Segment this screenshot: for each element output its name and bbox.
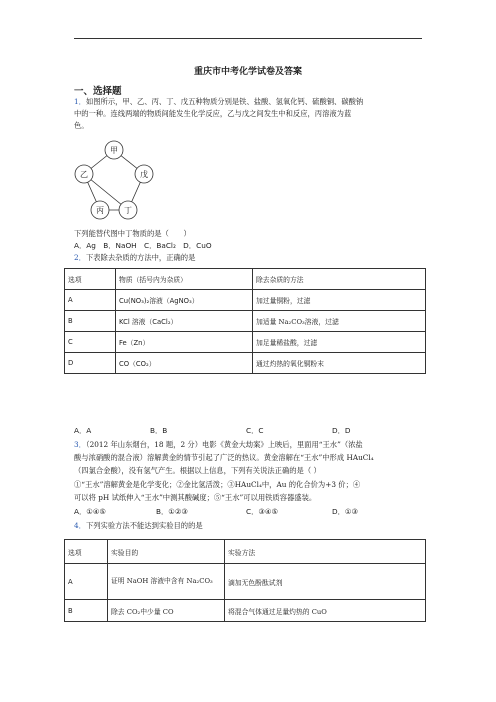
table-cell: A	[65, 564, 108, 600]
table-cell: D	[65, 353, 116, 374]
q4-number: 4．	[74, 521, 86, 530]
q2-number: 2．	[74, 253, 86, 262]
table-cell: 通过灼热的氧化铜粉末	[253, 353, 426, 374]
q2-header-cell: 选项	[65, 269, 116, 290]
q1-reaction-diagram	[70, 138, 160, 224]
node-jia: 甲	[110, 146, 118, 155]
table-cell: A	[65, 290, 116, 311]
header-rule	[74, 38, 422, 39]
q4-table	[64, 539, 426, 622]
table-cell: CO（CO₂）	[116, 353, 253, 374]
node-ding: 丁	[124, 206, 132, 215]
q4-header-row	[65, 540, 426, 564]
table-cell: 加适量 Na₂CO₃溶液，过滤	[253, 311, 426, 332]
q2-header-cell: 除去杂质的方法	[253, 269, 426, 290]
table-cell: 将混合气体通过足量灼热的 CuO	[225, 600, 426, 622]
q3-answers	[74, 507, 414, 517]
q2-header-cell: 物质（括号内为杂质）	[116, 269, 253, 290]
node-bing: 丙	[96, 206, 104, 215]
table-cell: B	[65, 600, 108, 622]
table-cell: 滴加无色酚酞试剂	[225, 564, 426, 600]
section-heading: 一、选择题	[74, 86, 122, 97]
table-cell: 加足量稀盐酸，过滤	[253, 332, 426, 353]
table-cell: 加过量铜粉，过滤	[253, 290, 426, 311]
q2-option-c: C．C	[246, 426, 264, 435]
q2-stem: 2．下表除去杂质的方法中，正确的是	[74, 253, 196, 262]
q1-line1: 1．如图所示，甲、乙、丙、丁、戊五种物质分别是铁、盐酸、氢氧化钙、硫酸铜、碳酸钠	[74, 97, 364, 106]
page-title: 重庆市中考化学试卷及答案	[193, 67, 302, 77]
q3-line1: 3．（2012 年山东烟台，18 题，2 分）电影《黄金大劫案》上映后，里面用“王水”（浓盐	[74, 440, 363, 449]
q4-header-cell: 实验方法	[225, 540, 426, 564]
table-cell: 证明 NaOH 溶液中含有 Na₂CO₃	[108, 564, 225, 600]
q4-header-cell: 实验目的	[108, 540, 225, 564]
q1-number: 1．	[74, 97, 86, 106]
q2-option-d: D．D	[332, 426, 351, 435]
q3-line3: （四氯合金酸），没有氢气产生。根据以上信息，下列有关说法正确的是（ ）	[74, 466, 321, 475]
q4-stem: 4．下列实验方法不能达到实验目的的是	[74, 521, 203, 530]
q3-option-d: D．①③	[332, 507, 358, 516]
node-wu: 戊	[140, 170, 148, 179]
table-cell: Cu(NO₃)₂溶液（AgNO₃）	[116, 290, 253, 311]
q4-header-cell: 选项	[65, 540, 108, 564]
q3-number: 3．	[74, 440, 86, 449]
q3-option-b: B．①②③	[156, 507, 188, 516]
q3-option-c: C．③④⑤	[246, 507, 279, 516]
q2-table	[64, 268, 426, 374]
node-yi: 乙	[80, 170, 88, 179]
table-cell: KCl 溶液（CaCl₂）	[116, 311, 253, 332]
q3-line5: 可以将 pH 试纸伸入“王水”中测其酸碱度；⑤“王水”可以用铁质容器盛装。	[74, 493, 317, 502]
q1-options: A．Ag B．NaOH C．BaCl₂ D．CuO	[74, 241, 212, 250]
table-cell: B	[65, 311, 116, 332]
q2-answers	[74, 426, 414, 436]
q2-header-row	[65, 269, 426, 290]
table-cell: 除去 CO₂中少量 CO	[108, 600, 225, 622]
q3-option-a: A．①④⑤	[74, 507, 106, 516]
table-row	[65, 332, 426, 353]
q3-line4: ①“王水”溶解黄金是化学变化；②金比氢活泼；③HAuCl₄中，Au 的化合价为+3 价；④	[74, 480, 361, 489]
q1-line3: 色。	[74, 121, 89, 130]
table-row	[65, 311, 426, 332]
table-cell: Fe（Zn）	[116, 332, 253, 353]
table-row	[65, 290, 426, 311]
q3-line2: 酸与浓硝酸的混合液）溶解黄金的情节引起了广泛的热议。黄金溶解在“王水”中形成 HAuCl₄	[74, 453, 374, 462]
table-cell: C	[65, 332, 116, 353]
q2-option-b: B．B	[150, 426, 168, 435]
q1-question: 下列能替代图中丁物质的是（ ）	[74, 229, 191, 238]
table-row	[65, 564, 426, 600]
q2-option-a: A．A	[74, 426, 92, 435]
table-row	[65, 353, 426, 374]
table-row	[65, 600, 426, 622]
q1-line2: 中的一种。连线两端的物质间能发生化学反应，乙与戊之间发生中和反应，丙溶液为蓝	[74, 109, 352, 118]
